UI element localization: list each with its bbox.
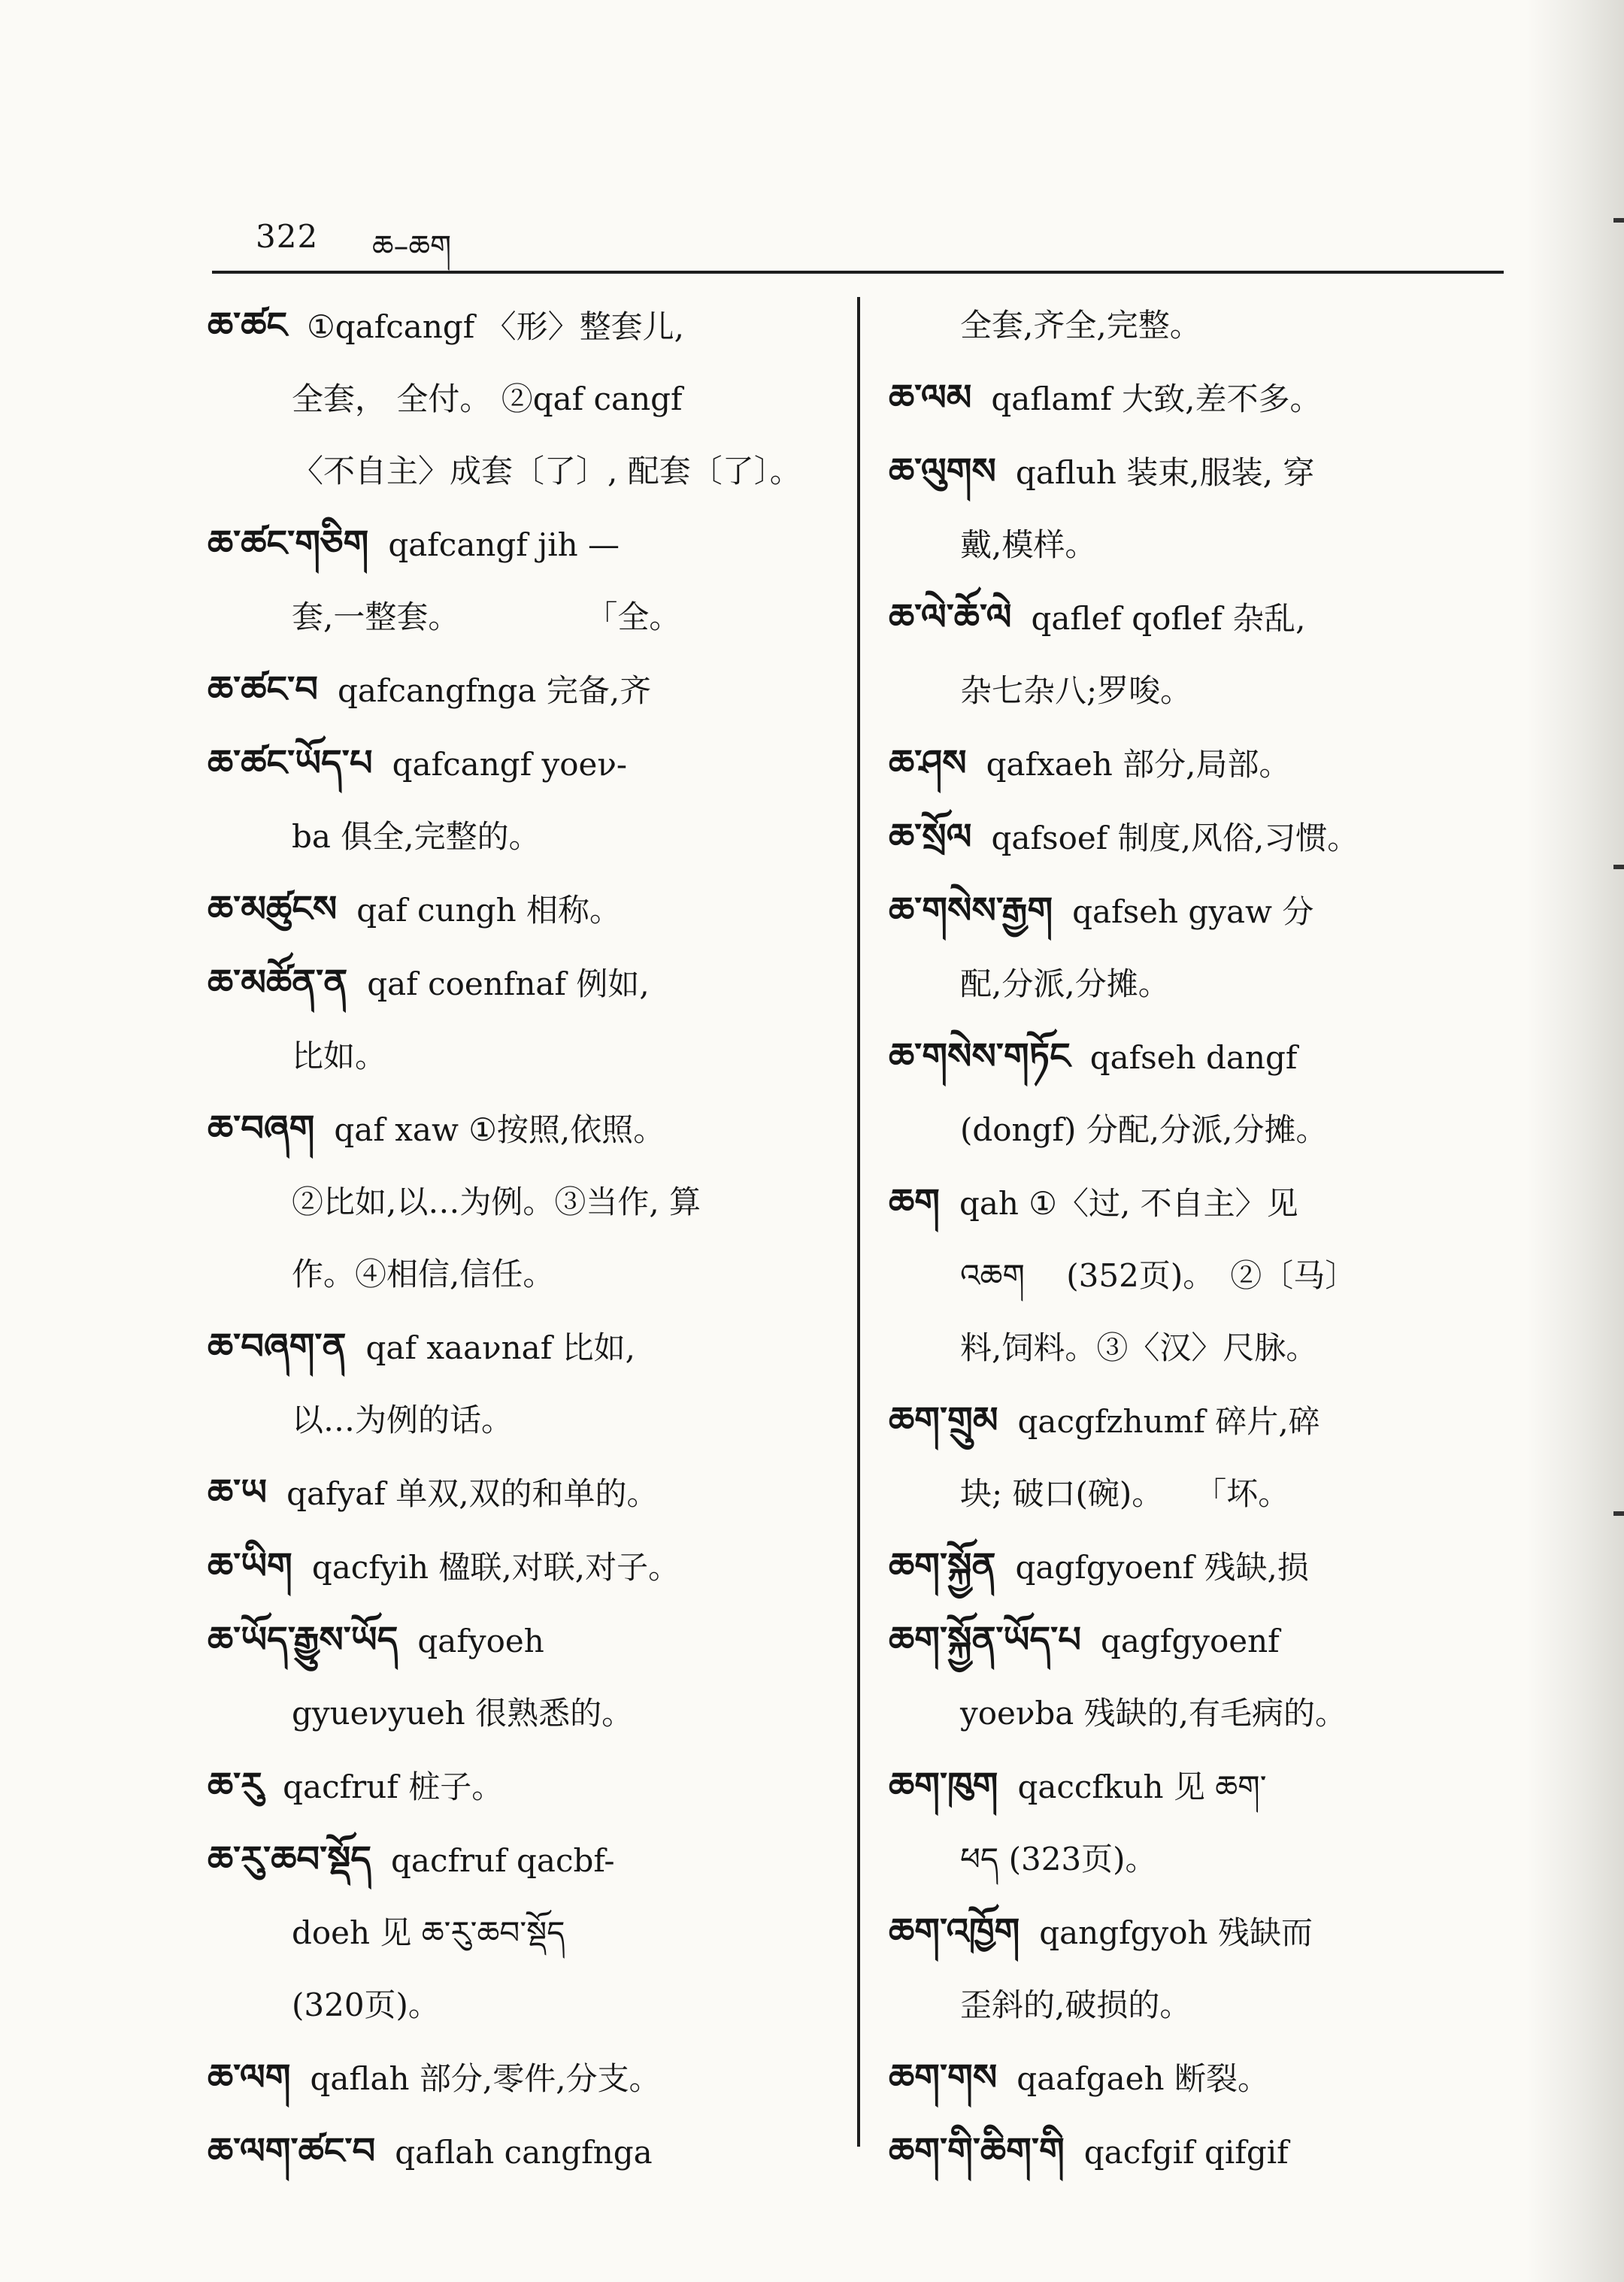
definition-text: qaflef qoflef 杂乱, [1031, 600, 1306, 637]
definition-text: 套,一整套。 「全。 [292, 599, 681, 635]
headword: ཆག་གི་ཆིག་གི [889, 2130, 1065, 2172]
headword: ཆག [889, 1181, 940, 1223]
headword: ཆ་ཤས [889, 742, 967, 784]
definition-text: qacfruf qacbf- [391, 1842, 615, 1879]
headword: ཆ་ཡ [208, 1471, 268, 1514]
definition-text: 配,分派,分摊。 [960, 965, 1170, 1002]
definition-text: ②比如,以…为例。③当作, 算 [292, 1183, 701, 1220]
definition-text: འཆག (352页)。 ②〔马〕 [960, 1257, 1357, 1294]
dictionary-entry [889, 2115, 1513, 2189]
definition-text: qacgfzhumf 碎片,碎 [1017, 1403, 1320, 1440]
dictionary-entry [208, 1093, 835, 1311]
definition-text: yoeνba 残缺的,有毛病的。 [960, 1695, 1347, 1732]
headword: ཆ་མཚོན་ན [208, 962, 348, 1004]
definition-text: qagfgyoenf [1101, 1623, 1280, 1659]
definition-text: qacfyih 楹联,对联,对子。 [311, 1549, 680, 1586]
entry-continuation-line [208, 363, 835, 435]
dictionary-entry [889, 727, 1513, 801]
definition-text: qah ①〈过, 不自主〉见 [959, 1185, 1298, 1222]
definition-text: 歪斜的,破损的。 [960, 1987, 1192, 2023]
entry-first-line [889, 362, 1513, 435]
entry-first-line [889, 581, 1513, 655]
headword: ཆ་རུ་ཆབ་སྡོད [208, 1838, 372, 1880]
headword: ཆ་ལག་ཚང་བ [208, 2130, 376, 2172]
running-head: ཆ–ཆག [372, 229, 452, 264]
dictionary-entry [889, 1020, 1513, 1166]
entry-continuation-line [889, 509, 1513, 581]
headword: ཆ་ལག [208, 2056, 291, 2099]
dictionary-entry [208, 1750, 835, 1823]
entry-first-line [889, 2115, 1513, 2189]
headword: ཆ་མཚུངས [208, 888, 338, 930]
entry-continuation-line [889, 1458, 1513, 1530]
dictionary-entry [889, 362, 1513, 435]
definition-text: qafseh dangf [1089, 1039, 1298, 1076]
entry-first-line [208, 1604, 835, 1677]
entry-first-line [889, 801, 1513, 874]
definition-text: (dongf) 分配,分派,分摊。 [960, 1111, 1328, 1148]
entry-first-line [889, 1166, 1513, 1240]
definition-text: qafluh 装束,服装, 穿 [1015, 454, 1315, 491]
definition-text: 戴,模样。 [960, 526, 1097, 563]
entry-continuation-line [208, 435, 835, 508]
dictionary-entry [208, 1604, 835, 1750]
right-column [889, 289, 1513, 2189]
definition-text: qangfgyoh 残缺而 [1039, 1914, 1313, 1951]
definition-text: qafyaf 单双,双的和单的。 [286, 1475, 659, 1512]
scan-mark [1613, 218, 1624, 223]
headword: ཆ་ཚང [208, 305, 288, 347]
definition-text: qaf xaw ①按照,依照。 [334, 1111, 665, 1148]
entry-continuation-line [889, 1677, 1513, 1750]
dictionary-entry [889, 435, 1513, 581]
headword: ཆ་ཡོད་རྒྱུས་ཡོད [208, 1619, 398, 1661]
dictionary-entry [889, 2041, 1513, 2115]
definition-text: qafcangf yoeν- [392, 746, 628, 783]
dictionary-entry [208, 2115, 835, 2189]
definition-text: qaf xaaνnaf 比如, [365, 1329, 635, 1366]
entry-continuation-line [889, 1823, 1513, 1896]
entry-first-line [208, 2115, 835, 2189]
entry-first-line [208, 873, 835, 947]
entry-first-line [889, 1020, 1513, 1094]
dictionary-entry [208, 653, 835, 727]
entry-continuation-line [889, 948, 1513, 1020]
definition-text: qaflah 部分,零件,分支。 [310, 2060, 661, 2097]
definition-text: gyueνyueh 很熟悉的。 [292, 1695, 634, 1732]
definition-text: qafyoeh [417, 1623, 544, 1659]
headword: ཆ་བཞག [208, 1108, 315, 1150]
entry-first-line [208, 653, 835, 727]
headword: ཆ་ཡིག [208, 1545, 292, 1587]
definition-text: qaf coenfnaf 例如, [367, 965, 650, 1002]
headword: ཆག་འཁྱོག [889, 1911, 1020, 1953]
headword: ཆ་ཚང་ཡོད་པ [208, 742, 373, 784]
definition-text: qaccfkuh 见 ཆག་ [1017, 1768, 1267, 1805]
entry-first-line [208, 508, 835, 581]
definition-text: doeh 见 ཆ་རུ་ཆབ་སྡོད [292, 1914, 565, 1951]
definition-text: ①qafcangf 〈形〉整套儿, [307, 308, 685, 345]
column-divider [857, 297, 860, 2147]
entry-first-line [208, 289, 835, 363]
definition-text: qaflamf 大致,差不多。 [991, 380, 1322, 417]
definition-text: qacfgif qifgif [1083, 2134, 1289, 2171]
dictionary-entry [208, 1456, 835, 1530]
top-rule [212, 271, 1504, 274]
entry-continuation-line [889, 1969, 1513, 2041]
scan-mark [1613, 1511, 1624, 1516]
scan-mark [1613, 865, 1624, 869]
entry-first-line [889, 1530, 1513, 1604]
dictionary-entry [208, 1530, 835, 1604]
headword: ཆ་ལེ་ཆོ་ལེ [889, 596, 1012, 638]
entry-first-line [889, 289, 1513, 362]
dictionary-entry [889, 1896, 1513, 2041]
headword: ཆ་ཚང་གཅིག [208, 523, 369, 565]
left-column [208, 289, 835, 2189]
entry-continuation-line [889, 1312, 1513, 1384]
dictionary-entry [208, 1311, 835, 1456]
entry-continuation-line [208, 1166, 835, 1238]
scan-edge [1526, 0, 1624, 2282]
headword: ཆག་ཁུག [889, 1765, 998, 1807]
definition-text: qafcangf jih — [388, 526, 620, 563]
definition-text: 作。④相信,信任。 [292, 1256, 555, 1293]
definition-text: 〈不自主〉成套〔了〕, 配套〔了〕。 [292, 453, 801, 489]
definition-text: 以…为例的话。 [292, 1402, 514, 1438]
entry-continuation-line [208, 1677, 835, 1750]
headword: ཆ་ལུགས [889, 450, 996, 492]
entry-first-line [208, 1750, 835, 1823]
headword: ཆག་གས [889, 2056, 998, 2099]
dictionary-entry [208, 508, 835, 653]
definition-text: ba 俱全,完整的。 [292, 818, 541, 855]
page-number: 322 [256, 218, 319, 255]
definition-text: qaf cungh 相称。 [356, 892, 621, 929]
entry-continuation-line [208, 1384, 835, 1456]
dictionary-entry [889, 1166, 1513, 1384]
definition-text: qaflah cangfnga [395, 2134, 653, 2171]
definition-text: qagfgyoenf 残缺,损 [1015, 1549, 1309, 1586]
entry-continuation-line [208, 801, 835, 873]
entry-first-line [208, 1093, 835, 1166]
entry-continuation-line [208, 581, 835, 653]
entry-continuation-line [208, 1969, 835, 2041]
entry-first-line [889, 435, 1513, 509]
headword: ཆ་གསེས་རྒྱག [889, 889, 1053, 932]
dictionary-entry [208, 727, 835, 873]
headword: ཆ་རུ [208, 1765, 264, 1807]
entry-first-line [208, 727, 835, 801]
dictionary-entry [889, 289, 1513, 362]
dictionary-entry [889, 1604, 1513, 1750]
definition-text: 全套， 全付。 ②qaf cangf [292, 380, 683, 417]
definition-text: 全套,齐全,完整。 [960, 307, 1201, 344]
entry-continuation-line [208, 1020, 835, 1093]
headword: ཆ་བཞག་ན [208, 1326, 347, 1368]
entry-first-line [208, 1311, 835, 1384]
headword: ཆ་ལམ [889, 377, 972, 419]
definition-text: qacfruf 桩子。 [283, 1768, 504, 1805]
dictionary-entry [208, 1823, 835, 2041]
entry-first-line [208, 1456, 835, 1530]
entry-first-line [208, 947, 835, 1020]
dictionary-entry [208, 289, 835, 508]
entry-first-line [889, 1384, 1513, 1458]
entry-first-line [889, 1604, 1513, 1677]
dictionary-entry [889, 1530, 1513, 1604]
definition-text: 料,饲料。③〈汉〉尺脉。 [960, 1329, 1318, 1366]
definition-text: qafxaeh 部分,局部。 [986, 746, 1291, 783]
dictionary-entry [889, 874, 1513, 1020]
dictionary-entry [889, 1750, 1513, 1896]
entry-first-line [889, 1896, 1513, 1969]
entry-first-line [208, 2041, 835, 2115]
dictionary-entry [889, 1384, 1513, 1530]
definition-text: 块; 破口(碗)。 「坏。 [960, 1475, 1290, 1512]
headword: ཆག་སྐྱོན [889, 1545, 996, 1587]
definition-text: qaafgaeh 断裂。 [1017, 2060, 1269, 2097]
dictionary-entry [889, 581, 1513, 727]
entry-first-line [889, 1750, 1513, 1823]
entry-continuation-line [889, 1094, 1513, 1166]
entry-first-line [208, 1823, 835, 1897]
dictionary-entry [208, 873, 835, 947]
entry-first-line [208, 1530, 835, 1604]
dictionary-entry [208, 2041, 835, 2115]
dictionary-entry [208, 947, 835, 1093]
definition-text: qafcangfnga 完备,齐 [337, 672, 652, 709]
entry-continuation-line [208, 1238, 835, 1311]
definition-text: qafsoef 制度,风俗,习惯。 [991, 820, 1359, 856]
entry-first-line [889, 727, 1513, 801]
definition-text: 比如。 [292, 1038, 387, 1074]
headword: ཆག་གྲུམ [889, 1399, 998, 1441]
headword: ཆ་སྲོལ [889, 816, 972, 858]
headword: ཆག་སྐྱོན་ཡོད་པ [889, 1619, 1081, 1661]
entry-first-line [889, 2041, 1513, 2115]
entry-first-line [889, 874, 1513, 948]
definition-text: (320页)。 [292, 1987, 440, 2023]
entry-continuation-line [889, 655, 1513, 727]
definition-text: qafseh gyaw 分 [1072, 893, 1314, 930]
headword: ཆ་གསེས་གཏོང [889, 1035, 1071, 1077]
definition-text: ཕད (323页)。 [960, 1841, 1157, 1877]
definition-text: 杂七杂八;罗唆。 [960, 672, 1192, 709]
dictionary-entry [889, 801, 1513, 874]
entry-continuation-line [208, 1897, 835, 1969]
entry-continuation-line [889, 1240, 1513, 1312]
headword: ཆ་ཚང་བ [208, 668, 318, 711]
